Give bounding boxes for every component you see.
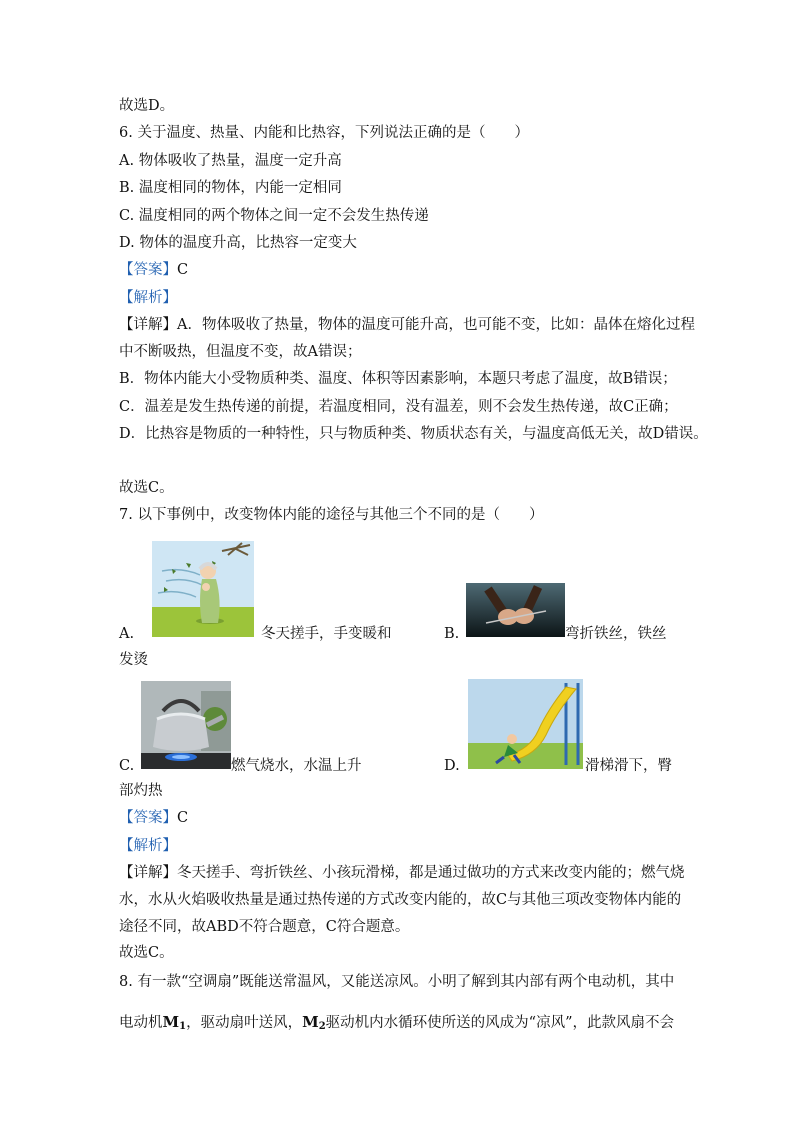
q8-line-2: [119, 1012, 674, 1037]
answer-tag: 【答案】: [119, 262, 177, 278]
q7-detail-1: [119, 863, 685, 883]
motor-m2-letter: M: [302, 1013, 319, 1031]
q6-option-a: A. 物体吸收了热量，温度一定升高: [119, 153, 342, 169]
q7-option-b-wrap: 发烫: [119, 652, 148, 668]
image-rubbing-hands: [152, 541, 254, 637]
image-bending-wire: [466, 583, 565, 637]
q7-analysis: [119, 836, 177, 856]
image-kettle-stove: [141, 681, 231, 769]
detail-text: 冬天搓手、弯折铁丝、小孩玩滑梯，都是通过做功的方式来改变内能的；燃气烧: [177, 865, 685, 881]
q7-option-a-text: 冬天搓手，手变暖和: [261, 626, 392, 642]
q7-option-d-wrap: 部灼热: [119, 783, 163, 799]
q7-option-d-text: 滑梯滑下，臀: [585, 758, 672, 774]
q8-text-b: ，驱动扇叶送风，: [186, 1015, 303, 1031]
q7-option-c-text: 燃气烧水，水温上升: [231, 758, 362, 774]
answer-tag: 【答案】: [119, 810, 177, 826]
motor-m2: [302, 1013, 326, 1031]
q7-answer: [119, 808, 188, 828]
q6-detail-5: D．比热容是物质的一种特性，只与物质种类、物质状态有关，与温度高低无关，故D错误。: [119, 426, 708, 442]
analysis-tag: 【解析】: [119, 838, 177, 854]
q7-conclusion: 故选C。: [119, 945, 174, 961]
q6-stem: 6. 关于温度、热量、内能和比热容，下列说法正确的是（ ）: [119, 125, 529, 141]
q8-text-a: 电动机: [119, 1015, 163, 1031]
detail-tag: 【详解】: [119, 865, 177, 881]
q6-option-b: B. 温度相同的物体，内能一定相同: [119, 180, 342, 196]
q6-detail-1: [119, 315, 695, 335]
q6-conclusion: 故选C。: [119, 480, 174, 496]
q7-option-a-label: A.: [119, 626, 135, 642]
q7-option-b-text: 弯折铁丝，铁丝: [565, 626, 667, 642]
q6-detail-4: C．温差是发生热传递的前提，若温度相同，没有温差，则不会发生热传递，故C正确；: [119, 399, 678, 415]
q8-text-c: 驱动机内水循环使所送的风成为“凉风”，此款风扇不会: [325, 1015, 674, 1031]
q7-detail-2: 水，水从火焰吸收热量是通过热传递的方式改变内能的，故C与其他三项改变物体内能的: [119, 892, 682, 908]
answer-value: C: [177, 262, 189, 278]
q6-option-d: D. 物体的温度升高，比热容一定变大: [119, 235, 357, 251]
q6-detail-3: B．物体内能大小受物质种类、温度、体积等因素影响，本题只考虑了温度，故B错误；: [119, 371, 677, 387]
answer-value: C: [177, 810, 189, 826]
q6-analysis: [119, 288, 177, 308]
motor-m1-subscript: 1: [179, 1021, 187, 1032]
q7-option-c-label: C.: [119, 758, 135, 774]
q6-detail-2: 中不断吸热，但温度不变，故A错误；: [119, 344, 362, 360]
q8-line-1: 8. 有一款“空调扇”既能送常温风，又能送凉风。小明了解到其内部有两个电动机，其中: [119, 974, 675, 990]
motor-m1-letter: M: [162, 1013, 180, 1031]
detail-text: A．物体吸收了热量，物体的温度可能升高，也可能不变，比如：晶体在熔化过程: [177, 317, 695, 333]
q6-answer: [119, 260, 188, 280]
image-child-slide: [468, 679, 583, 769]
q7-detail-3: 途径不同，故ABD不符合题意，C符合题意。: [119, 919, 410, 935]
q7-option-d-label: D.: [444, 758, 460, 774]
motor-m1: [163, 1013, 187, 1031]
q7-stem: 7. 以下事例中，改变物体内能的途径与其他三个不同的是（ ）: [119, 507, 544, 523]
detail-tag: 【详解】: [119, 317, 177, 333]
analysis-tag: 【解析】: [119, 290, 177, 306]
q7-option-b-label: B.: [444, 626, 460, 642]
q6-option-c: C. 温度相同的两个物体之间一定不会发生热传递: [119, 208, 429, 224]
motor-m2-subscript: 2: [318, 1021, 326, 1032]
q5-conclusion: 故选D。: [119, 98, 175, 114]
